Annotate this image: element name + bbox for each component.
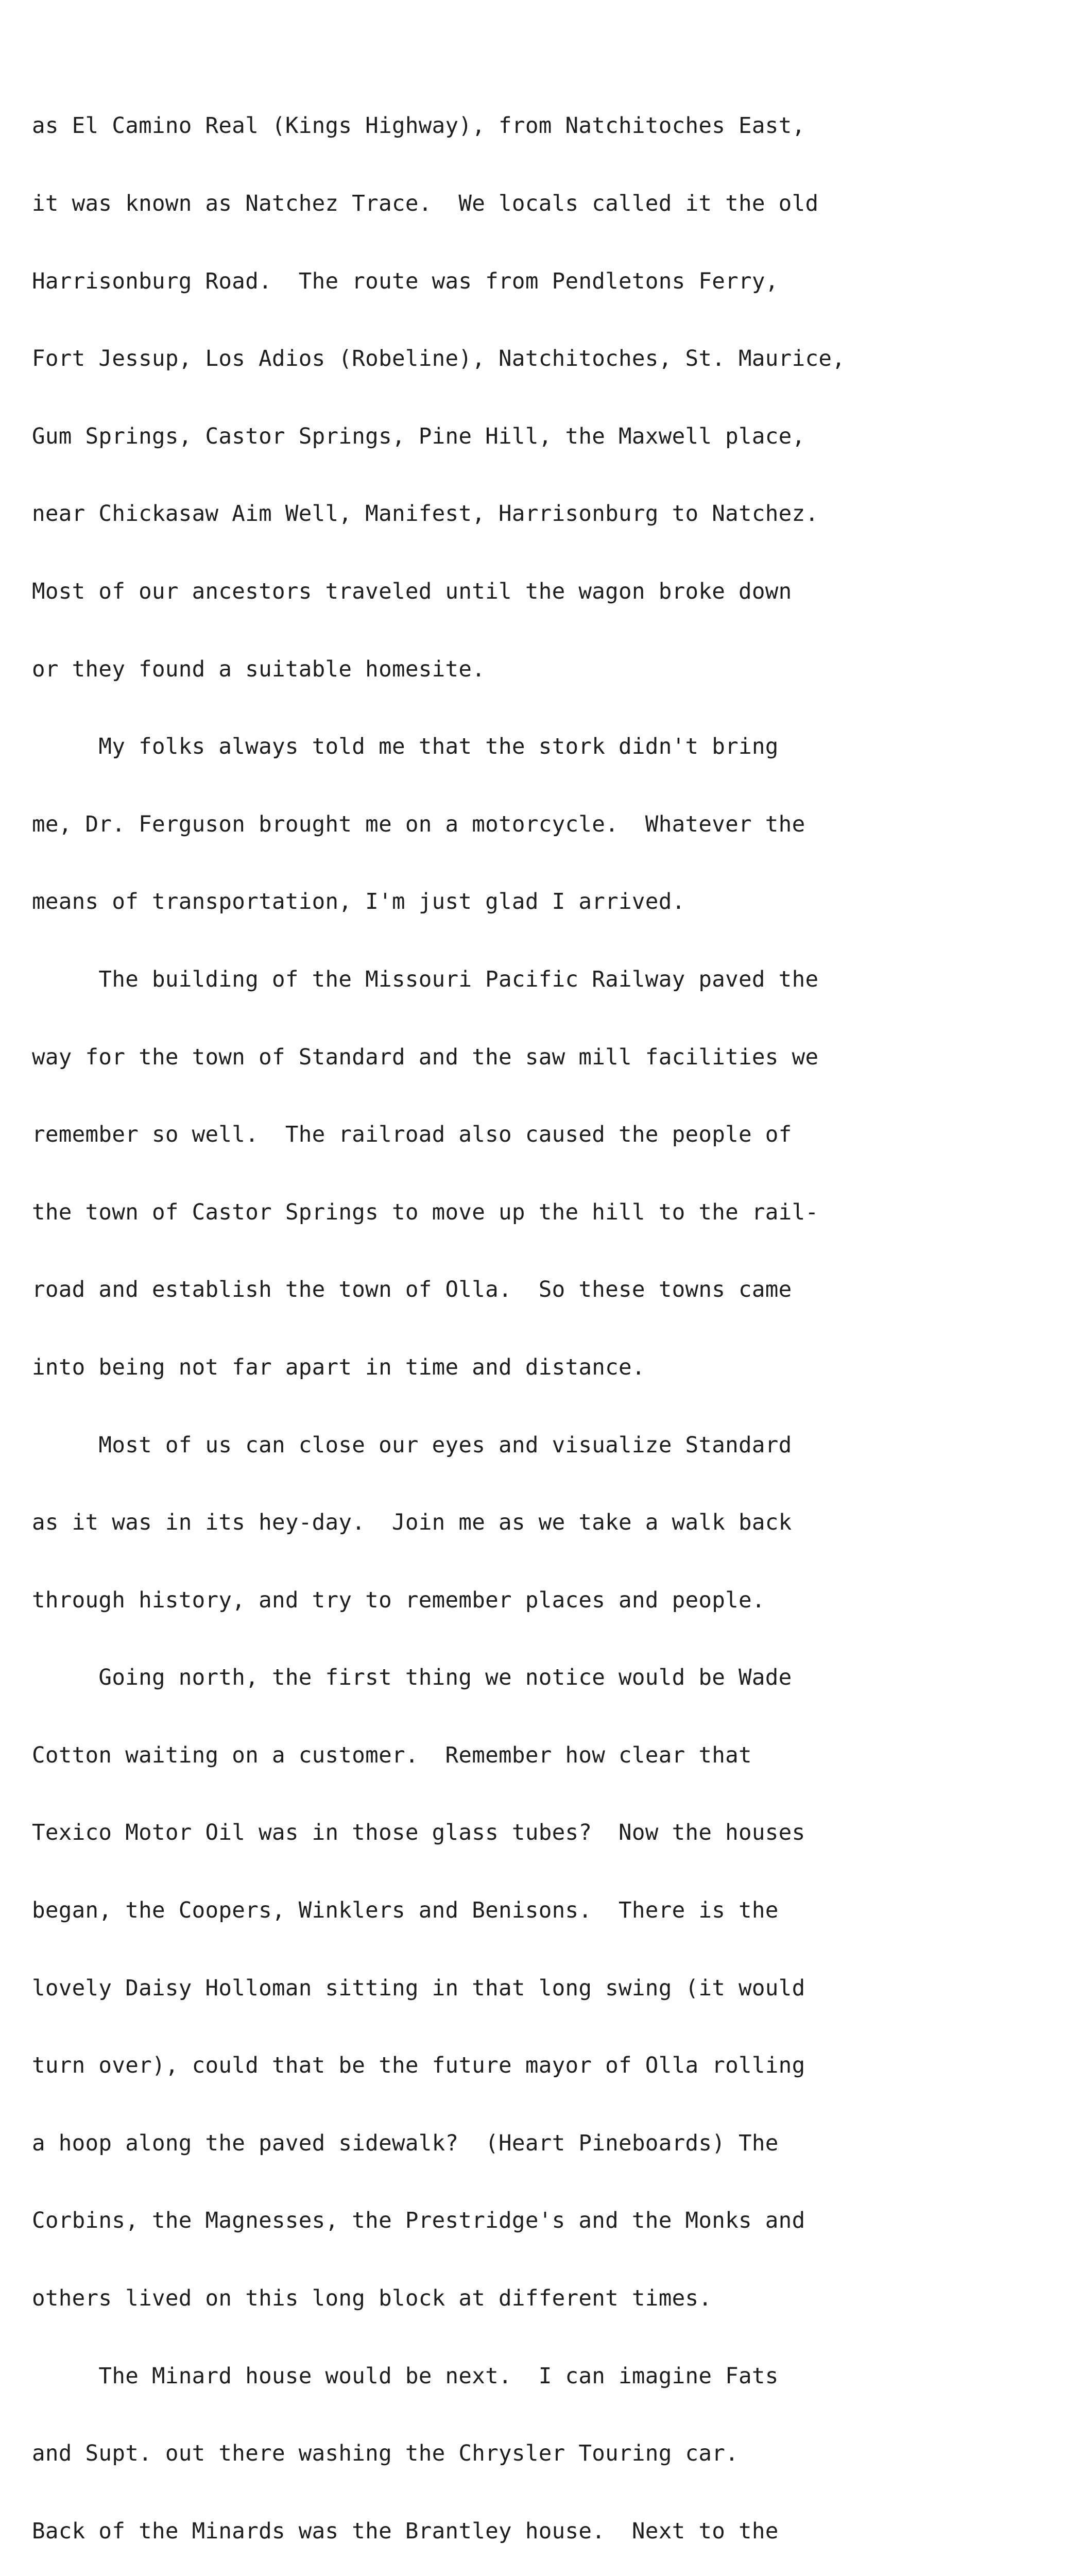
text-line: Most of our ancestors traveled until the wagon broke down [32, 579, 792, 604]
text-line: Going north, the first thing we notice would be Wade [32, 1665, 792, 1691]
text-line: turn over), could that be the future mayor of Olla rolling [32, 2053, 805, 2079]
text-line: through history, and try to remember places and people. [32, 1587, 765, 1613]
text-line: a hoop along the paved sidewalk? (Heart Pineboards) The [32, 2130, 779, 2156]
text-line: as it was in its hey-day. Join me as we take a walk back [32, 1510, 792, 1536]
text-line: Fort Jessup, Los Adios (Robeline), Natchitoches, St. Maurice, [32, 346, 846, 372]
text-line: into being not far apart in time and distance. [32, 1354, 645, 1380]
text-line: Cotton waiting on a customer. Remember how clear that [32, 1742, 752, 1768]
text-line: My folks always told me that the stork didn't bring [32, 734, 779, 760]
text-line: Corbins, the Magnesses, the Prestridge's and the Monks and [32, 2208, 805, 2234]
text-line: the town of Castor Springs to move up the hill to the rail- [32, 1199, 819, 1225]
text-line: lovely Daisy Holloman sitting in that long swing (it would [32, 1975, 805, 2001]
text-line: began, the Coopers, Winklers and Benisons. There is the [32, 1898, 779, 1924]
text-line: me, Dr. Ferguson brought me on a motorcycle. Whatever the [32, 811, 805, 837]
text-line: and Supt. out there washing the Chrysler Touring car. [32, 2441, 739, 2467]
text-line: The building of the Missouri Pacific Railway paved the [32, 967, 819, 992]
text-line: it was known as Natchez Trace. We locals called it the old [32, 191, 819, 216]
text-line: Texico Motor Oil was in those glass tubes? Now the houses [32, 1820, 805, 1846]
text-line: or they found a suitable homesite. [32, 656, 486, 682]
text-line: others lived on this long block at different times. [32, 2286, 712, 2312]
text-line: Back of the Minards was the Brantley house. Next to the [32, 2518, 779, 2544]
text-line: Harrisonburg Road. The route was from Pendletons Ferry, [32, 268, 779, 294]
typewritten-text-block [32, 62, 1057, 2576]
text-line: near Chickasaw Aim Well, Manifest, Harrisonburg to Natchez. [32, 501, 819, 527]
text-line: road and establish the town of Olla. So these towns came [32, 1277, 792, 1303]
text-line: The Minard house would be next. I can imagine Fats [32, 2363, 779, 2389]
text-line: Gum Springs, Castor Springs, Pine Hill, the Maxwell place, [32, 423, 805, 449]
text-line: Most of us can close our eyes and visualize Standard [32, 1432, 792, 1458]
text-line: way for the town of Standard and the saw mill facilities we [32, 1044, 819, 1070]
text-line: remember so well. The railroad also caused the people of [32, 1122, 792, 1148]
text-line: as El Camino Real (Kings Highway), from Natchitoches East, [32, 113, 805, 139]
text-line: means of transportation, I'm just glad I arrived. [32, 889, 685, 915]
